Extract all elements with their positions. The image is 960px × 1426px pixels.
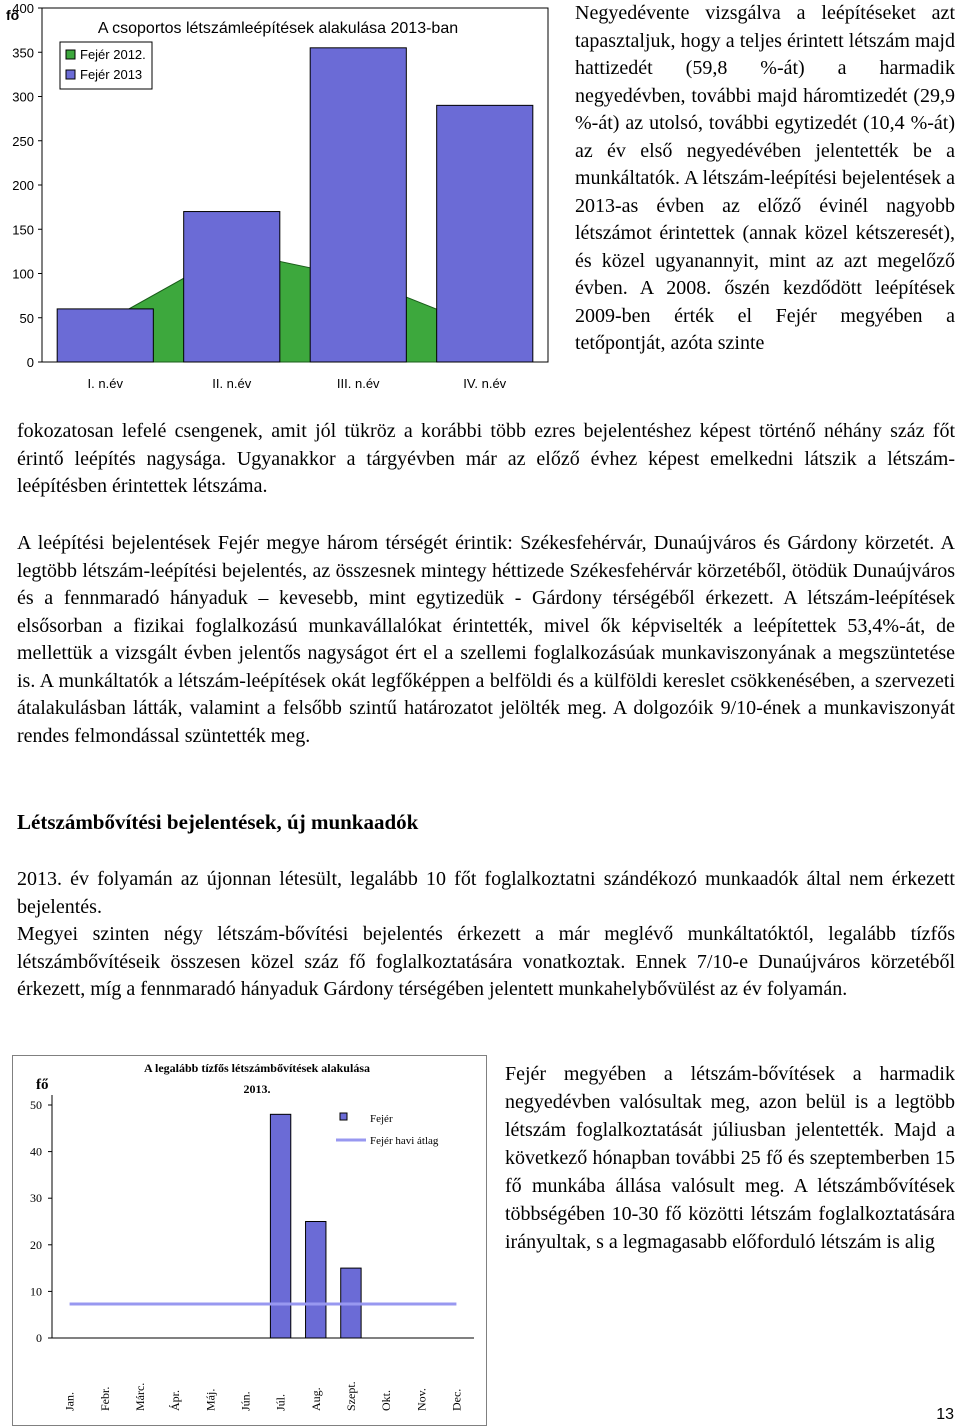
x-category-label: Jan.	[62, 1392, 77, 1411]
x-category-label: Okt.	[379, 1390, 394, 1411]
page-number: 13	[936, 1406, 954, 1423]
paragraph-quarterly-analysis: Negyedévente vizsgálva a leépítéseket azt tapasztaljuk, hogy a teljes érintett létszám majd hattizedét (59,8 %-át) a harmadik negyedévben, további majd háromtizedét (29,9 %-át) az utolsó, további egytizedét (10,4 %-át) az év első negyedévében jelentették be a munkáltatók. A létszám-leépítési bejelentések a 2013-as évben az előző évinél nagyobb létszámot érintettek (annak közel kétszeresét), és közel ugyanannyit, mint az azt megelőző évben. A 2008. őszén kezdődött leépítések 2009-ben érték el Fejér megyében a tetőpontját, azóta szinte	[575, 2, 955, 354]
y-tick-label: 350	[12, 45, 34, 61]
paragraph-expansion-timing: Fejér megyében a létszám-bővítések a harmadik negyedévben valósultak meg, azon belül is a legtöbb létszám foglalkoztatását júliusban jelentették. Majd a következő hónapban további 25 fő és szeptemberben 15 fő munkába állása valósult meg. A létszámbővítések többségében 10-30 fő közötti létszám foglalkoztatására irányultak, s a legmagasabb előforduló létszám is alig	[505, 1063, 955, 1253]
paragraph-expansions: Megyei szinten négy létszám-bővítési bejelentés érkezett a már meglévő munkáltatóktól, legalább tízfős létszámbővítéseik összesen közel száz fő foglalkoztatására vonatkoztak. Ennek 7/10-e Dunaújváros körzetéből érkezett, míg a fennmaradó hányaduk Gárdony térségében jelentett munkahelybővülést az év folyamán.	[17, 923, 955, 1000]
y-tick-label: 20	[30, 1237, 42, 1252]
y-tick-label: 300	[12, 89, 34, 105]
x-category-label: Márc.	[132, 1382, 147, 1411]
x-category-label: Jún.	[238, 1391, 253, 1411]
y-tick-label: 400	[12, 1, 34, 16]
x-category-label: IV. n.év	[463, 376, 507, 391]
chart-title: A csoportos létszámleépítések alakulása 2013-ban	[97, 20, 459, 37]
y-axis-label: fő	[36, 1077, 49, 1093]
x-category-label: Aug.	[308, 1387, 323, 1411]
bar-2013-3	[310, 48, 406, 362]
x-category-label: III. n.év	[336, 376, 380, 391]
chart-legend	[60, 42, 152, 89]
x-category-label: Dec.	[449, 1388, 464, 1411]
x-category-label: Febr.	[97, 1386, 112, 1411]
y-tick-label: 30	[30, 1191, 42, 1206]
legend-swatch-fejer	[340, 1113, 347, 1120]
bar-Aug.	[306, 1222, 326, 1339]
x-category-label: Máj.	[203, 1388, 218, 1411]
x-category-label: I. n.év	[87, 376, 123, 391]
y-tick-label: 200	[12, 178, 34, 193]
paragraph-new-employers: 2013. év folyamán az újonnan létesült, legalább 10 főt foglalkoztatni szándékozó munkaadók által nem érkezett bejelentés.	[17, 868, 955, 918]
legend-swatch-2012	[66, 50, 75, 59]
legend-swatch-2013	[66, 70, 75, 79]
x-category-label: Szept.	[343, 1381, 358, 1411]
section-heading: Létszámbővítési bejelentések, új munkaadók	[17, 810, 419, 834]
y-tick-label: 10	[30, 1284, 42, 1299]
x-category-label: II. n.év	[212, 376, 252, 391]
x-category-label: Nov.	[414, 1388, 429, 1411]
bar-2013-2	[184, 212, 280, 362]
y-tick-label: 250	[12, 133, 34, 149]
y-axis-label: fő	[6, 7, 20, 23]
expansion-chart-svg	[12, 1055, 487, 1426]
bar-2013-4	[437, 105, 533, 362]
x-category-label: Júl.	[273, 1393, 288, 1411]
y-tick-label: 0	[26, 355, 34, 370]
layoffs-chart	[0, 0, 555, 408]
y-tick-label: 150	[12, 222, 34, 238]
expansion-chart	[12, 1055, 487, 1426]
legend-label-average: Fejér havi átlag	[370, 1135, 439, 1147]
chart-frame	[13, 1056, 487, 1426]
legend-label-2012: Fejér 2012.	[80, 47, 146, 62]
y-tick-label: 0	[36, 1331, 42, 1345]
chart-title-line-2: 2013.	[243, 1082, 271, 1096]
legend-label-fejer: Fejér	[370, 1113, 393, 1125]
layoffs-chart-svg	[0, 0, 555, 408]
legend-label-2013: Fejér 2013	[80, 67, 143, 82]
x-category-label: Ápr.	[168, 1390, 183, 1411]
y-tick-label: 50	[19, 310, 34, 326]
paragraph-quarterly-continuation: fokozatosan lefelé csengenek, amit jól tükröz a korábbi több ezres bejelentéshez képest történő néhány száz főt érintő leépítés nagysága. Ugyanakkor a tárgyévben már az előző évhez képest emelkedni látszik a létszám-leépítésben érintettek létszáma.	[17, 420, 955, 497]
bar-2013-1	[57, 309, 153, 362]
y-tick-label: 40	[30, 1144, 42, 1159]
chart-title-line-1: A legalább tízfős létszámbővítések alakulása	[143, 1061, 371, 1075]
y-tick-label: 50	[30, 1098, 42, 1112]
y-tick-label: 100	[12, 266, 34, 282]
paragraph-regions: A leépítési bejelentések Fejér megye három térségét érintik: Székesfehérvár, Dunaújváros és Gárdony körzetét. A legtöbb létszám-leépítési bejelentés, az összesnek mintegy héttizede Székesfehérvár körzetéből, ötödük Dunaújváros és a fennmaradó hányaduk – kevesebb, mint egytizedük - Gárdony térségéből érkezett. A létszám-leépítések elsősorban a fizikai foglalkozású munkavállalókat érintették, mivel ők képviselték a leépítettek 53,4%-át, de mellettük a vizsgált évben jelentős nagyságot ért el a szellemi foglalkozásúak munkaviszonyának a megszüntetése is. A munkáltatók a létszám-leépítések okát legfőképpen a belföldi és a külföldi kereslet csökkenésében, a szervezeti átalakulásban látták, valamint a felsőbb szintű határozatot jelölték meg. A dolgozóik 9/10-ének a munkaviszonyát rendes felmondással szüntették meg.	[17, 532, 955, 747]
